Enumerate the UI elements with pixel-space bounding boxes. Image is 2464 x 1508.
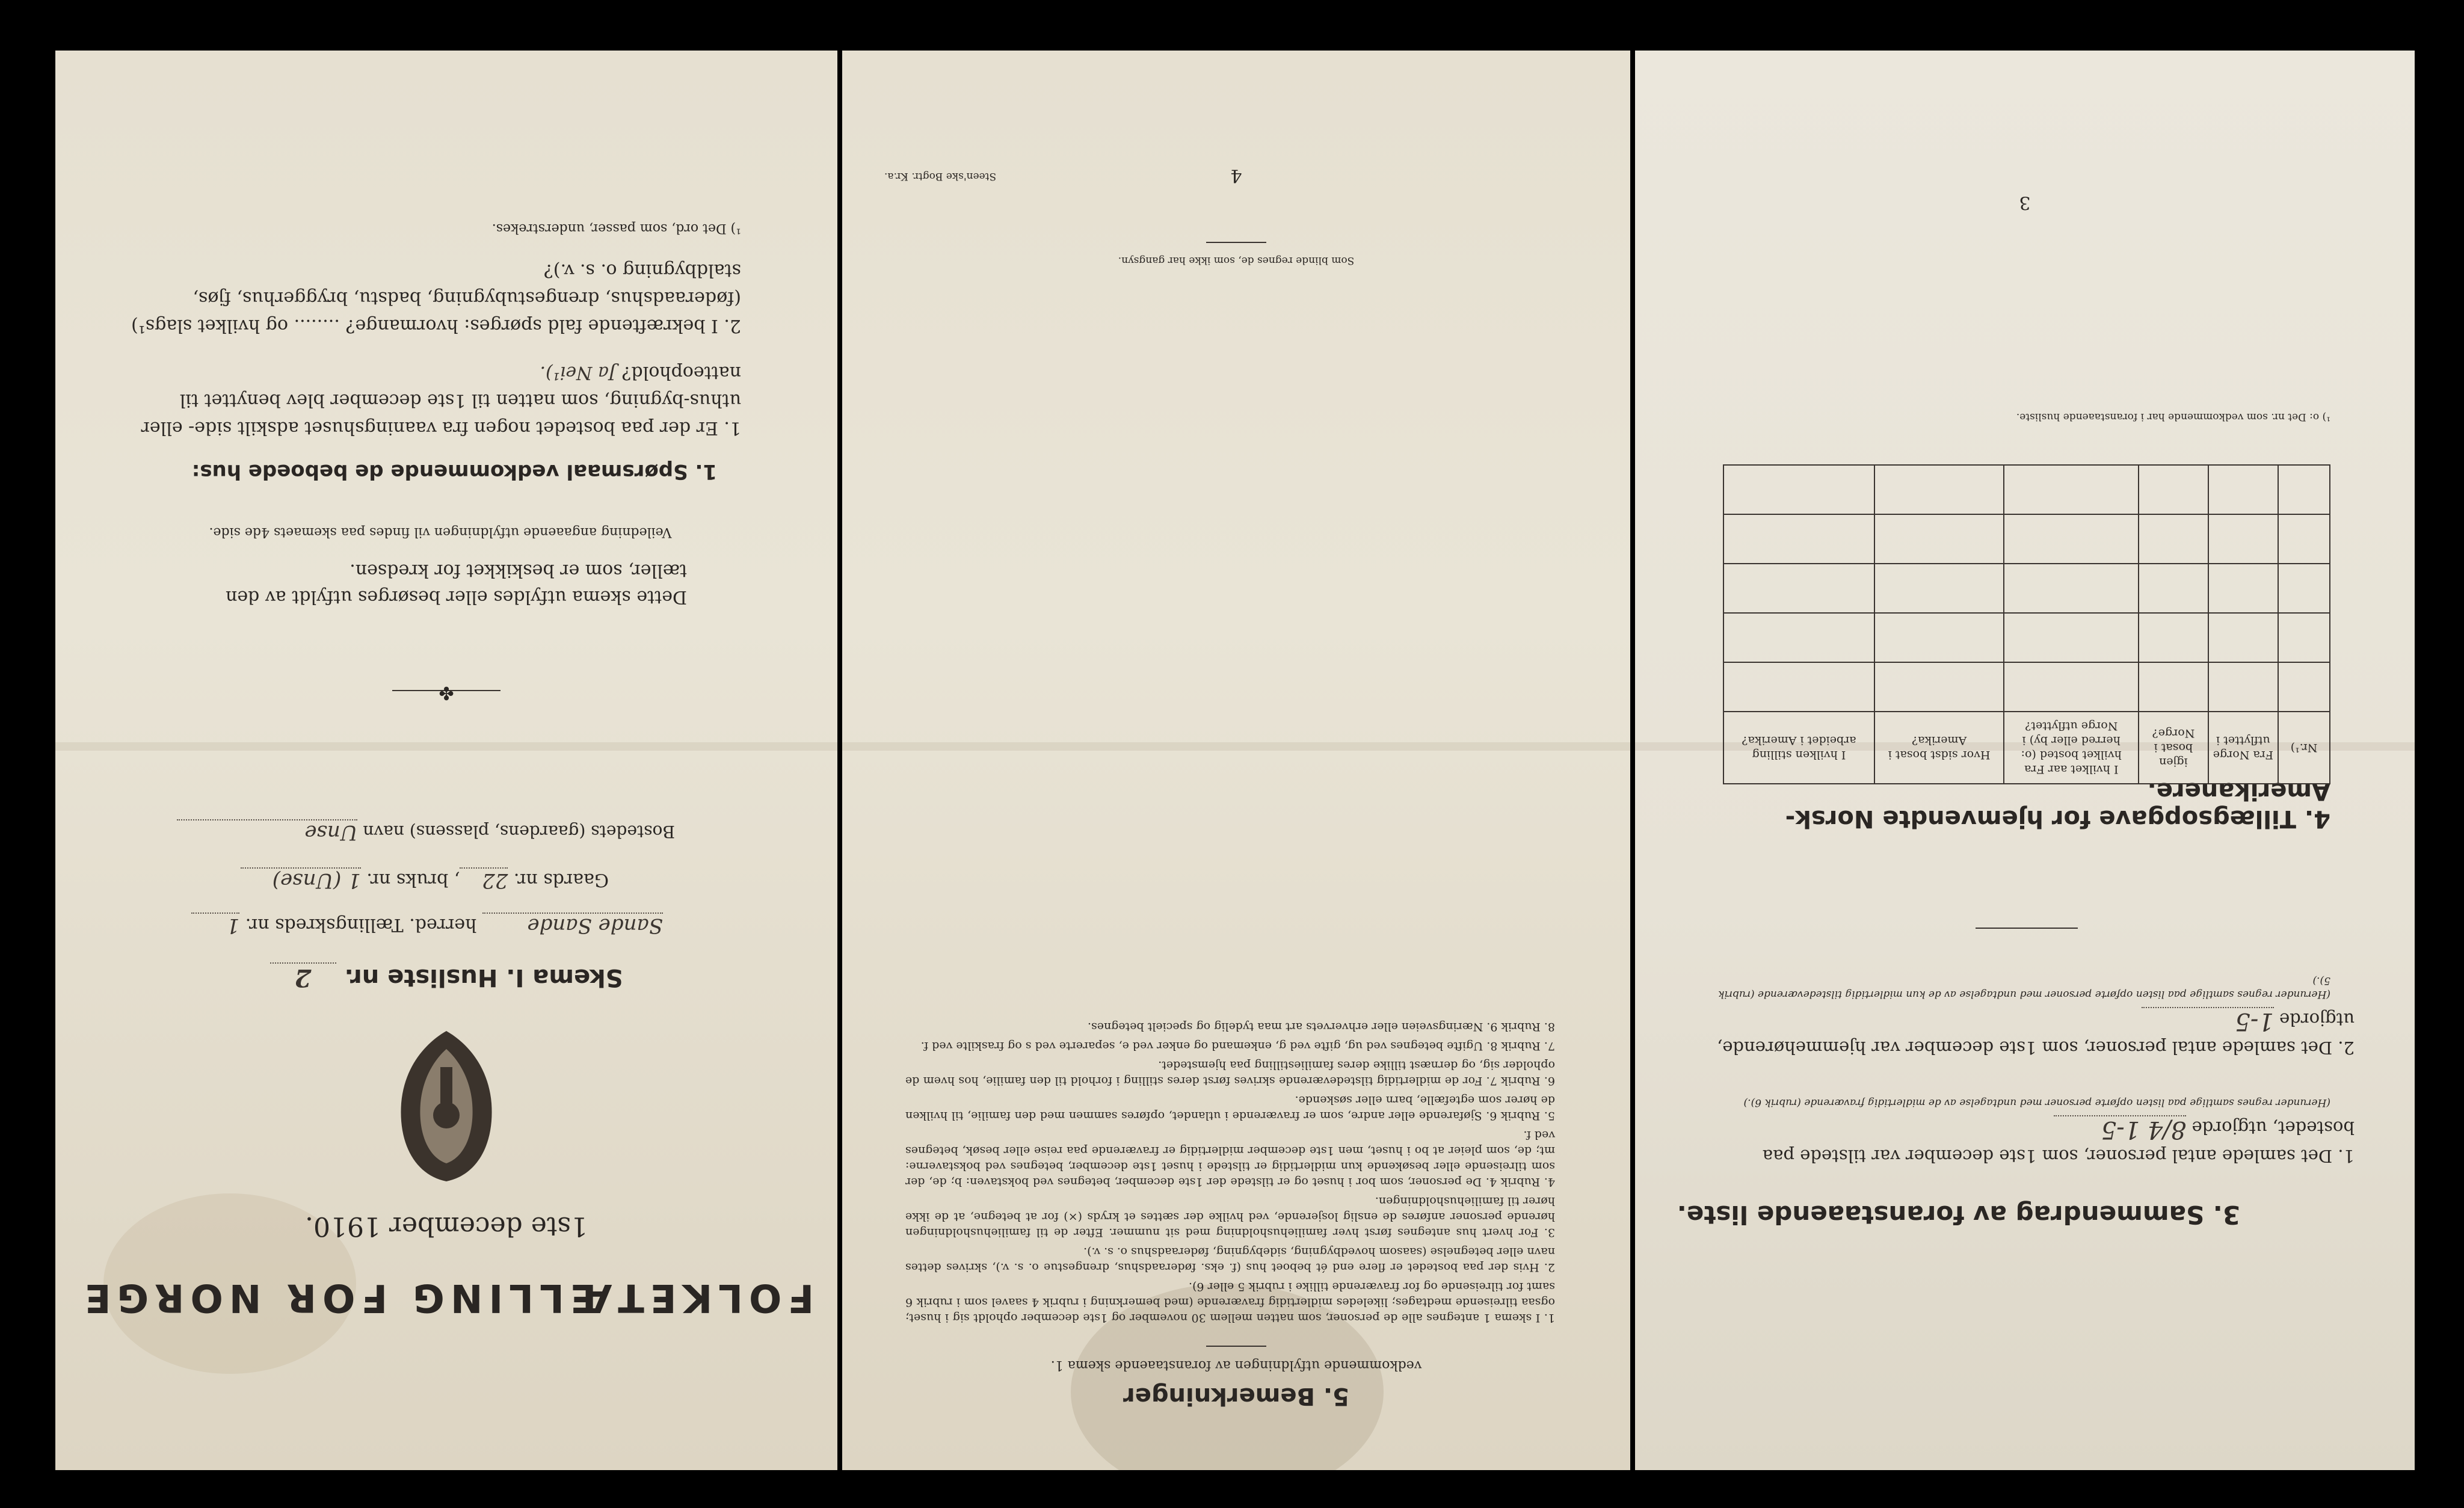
instruction-item: 6. Rubrik 7. For de midlertidig tilstedeværende skrives først deres stilling i forhold til den familie, hos hvem de opholder sig, og dernæst tillike deres familiestilling paa hjemstedet. <box>905 1059 1555 1088</box>
kreds-label: Tællingskreds nr. <box>245 914 404 935</box>
instruction-item: 1. I skema 1 antegnes alle de personer, som natten mellem 30 november og 1ste december opholdt sig i huset; ogsaa tilreisende medtages; likeledes midlertidig fraværende (med bemerkning i rubrik 4 saavel som i rubrik 6 samt for tilreisende og for fraværende tillike i rubrik 5 eller 6). <box>905 1280 1555 1325</box>
section1-title: 1. Spørsmaal vedkommende de beboede hus: <box>191 460 717 484</box>
instructions-content <box>842 51 1630 1470</box>
table-header: Hvor sidst bosat i Amerika? <box>1874 712 2004 784</box>
summary-item-2-note: (Herunder regnes samtlige paa listen opførte personer med undtagelse av de kun midlertidig tilstedeværende (rubrik 5).) <box>1718 974 2330 1000</box>
coat-of-arms-icon <box>383 1025 510 1187</box>
gaard-label: Gaards nr. <box>513 869 609 890</box>
footnote: ¹) Det ord, som passer, understrekes. <box>491 221 741 236</box>
closing-line: Som blinde regnes de, som ikke har gangsyn. <box>1118 254 1355 266</box>
bosted-line <box>177 819 675 845</box>
instruction-item: 8. Rubrik 9. Næringsveien eller erhvervets art maa tydelig og specielt betegnes. <box>1087 1020 1555 1033</box>
summary-item-2-value: 1-5 <box>2142 1007 2274 1035</box>
table-row <box>1723 662 2330 712</box>
veiledning-text: Veiledning angaaende utfyldningen vil findes paa skemaets 4de side. <box>209 525 672 540</box>
gaard-line: Gaards nr. 22, bruks nr. 1 (Unse) <box>241 867 609 893</box>
page-cover <box>55 51 837 1470</box>
section3-title: 3. Sammendrag av foranstaaende liste. <box>1677 1200 2240 1229</box>
instructions-list <box>905 1015 1555 1326</box>
page-instructions <box>842 51 1630 1470</box>
herred-line <box>191 912 663 938</box>
ornament-divider <box>392 682 500 703</box>
summary-item-2 <box>1705 1006 2355 1061</box>
cover-content <box>55 51 837 1470</box>
instruction-item: 5. Rubrik 6. Sjøfarende eller andre, som er fraværende i utlandet, opføres sammen med den familie, til hvilken de hører som egtefælle, barn eller søskende. <box>905 1094 1555 1122</box>
question-1-text: 1. Er der paa bostedet nogen fra vaaningshuset adskilt side- eller uthus-bygning, som natten til 1ste december blev benyttet til natteophold? <box>141 362 741 439</box>
table-footnote: ¹) o: Det nr. som vedkommende har i foranstaaende husliste. <box>2016 411 2330 423</box>
summary-item-1-note: (Herunder regnes samtlige paa listen opførte personer med undtagelse av de midlertidig fraværende (rubrik 6).) <box>1743 1097 2330 1109</box>
summary-item-1 <box>1705 1115 2355 1169</box>
census-date: 1ste december 1910. <box>304 1211 588 1242</box>
section5-subtitle: vedkommende utfyldningen av foranstaaende skema 1. <box>1050 1358 1422 1373</box>
summary-item-1-value: 8/4 1-5 <box>2054 1115 2186 1143</box>
instruction-item: 2. Hvis der paa bostedet er flere end ét beboet hus (f. eks. føderaadshus, drengestue o. s. v.), skrives dettes navn eller betegnelse (saasom hovedbygning, sidebygning, føderaadshus o. s. v.). <box>905 1245 1555 1274</box>
husliste-number: 2 <box>270 962 336 992</box>
question-1 <box>128 359 741 442</box>
kreds-value: 1 <box>191 912 239 938</box>
fleuron-icon: ✤ <box>439 682 454 703</box>
summary-item-2-text: 2. Det samlede antal personer, som 1ste december var hjemmehørende, utgjorde <box>1717 1009 2355 1058</box>
table-row <box>1723 514 2330 564</box>
table-header: I hvilket aar Fra hvilket bosted (o: herred eller by) i Norge utflyttet? <box>2004 712 2139 784</box>
closing-rule <box>1206 242 1266 243</box>
bruk-value: 1 (Unse) <box>241 867 361 893</box>
page-number: 3 <box>2019 192 2031 213</box>
table-header: igjen bosat i Norge? <box>2139 712 2208 784</box>
table-row <box>1723 613 2330 662</box>
section5-title: 5. Bemerkninger <box>1123 1382 1349 1410</box>
bosted-value: Unse <box>177 819 357 845</box>
section-divider <box>1976 928 2078 929</box>
question-1-answer: Ja Nei¹). <box>540 362 616 383</box>
table-row <box>1723 465 2330 514</box>
herred-label: herred. <box>409 914 477 935</box>
norsk-amerikanere-table <box>1723 464 2330 784</box>
table-row <box>1723 564 2330 613</box>
question-2: 2. I bekræftende fald spørges: hvormange? ........ og hvilket slags¹) (føderaadshus, drengestubygning, badstu, bryggerhus, fjøs, staldbygning o. s. v.)? <box>131 260 741 336</box>
title-rule <box>1206 1346 1266 1347</box>
section4-title: 4. Tillægsopgave for hjemvendte Norsk-Amerikanere. <box>1785 777 2330 832</box>
herred-value: Sande Sande <box>482 912 663 938</box>
intro-text: Dette skema utfyldes eller besørges utfyldt av den tæller, som er beskikket for kredsen. <box>225 560 687 608</box>
bosted-label: Bostedets (gaardens, plassens) navn <box>363 822 675 842</box>
page-number: 4 <box>1230 165 1242 186</box>
printer-mark: Steen'ske Bogtr. Kr.a. <box>884 170 997 182</box>
table-header: I hvilken stilling arbeidet i Amerika? <box>1723 712 1874 784</box>
instruction-item: 3. For hvert hus antegnes først hver familiehusholdning med sit nummer. Efter de til familiehusholdningen hørende personer anføres de enslig losjerende, ved hvilke der sættes et kryds (×) for at betegne, at de ikke hører til familiehusholdningen. <box>905 1195 1555 1239</box>
page-summary <box>1635 51 2415 1470</box>
table-header: Fra Norge utflyttet i <box>2208 712 2278 784</box>
instruction-item: 4. Rubrik 4. De personer, som bor i huset og er tilstede der 1ste december, betegnes ved bokstaven: b; de, der som tilreisende eller besøkende kun midlertidig er tilstede i huset 1ste december, betegnes ved bokstaverne: mt; de, som pleier at bo i huset, men 1ste december midlertidig er fraværende paa reise eller besøk, betegnes ved f. <box>905 1128 1555 1189</box>
census-title: FOLKETÆLLING FOR NORGE <box>78 1275 815 1320</box>
summary-content <box>1635 51 2415 1470</box>
schema-label: Skema I. Husliste nr. <box>344 964 623 991</box>
schema-line <box>55 962 837 992</box>
gaard-value: 22 <box>460 867 508 893</box>
summary-item-1-text: 1. Det samlede antal personer, som 1ste december var tilstede paa bostedet, utgjorde <box>1762 1118 2355 1166</box>
bruk-label: bruks nr. <box>366 869 449 890</box>
instruction-item: 7. Rubrik 8. Ugifte betegnes ved ug, gifte ved g, enkemand og enker ved e, separerte ved s og fraskilte ved f. <box>920 1039 1555 1053</box>
table-header: Nr.¹) <box>2278 712 2330 784</box>
